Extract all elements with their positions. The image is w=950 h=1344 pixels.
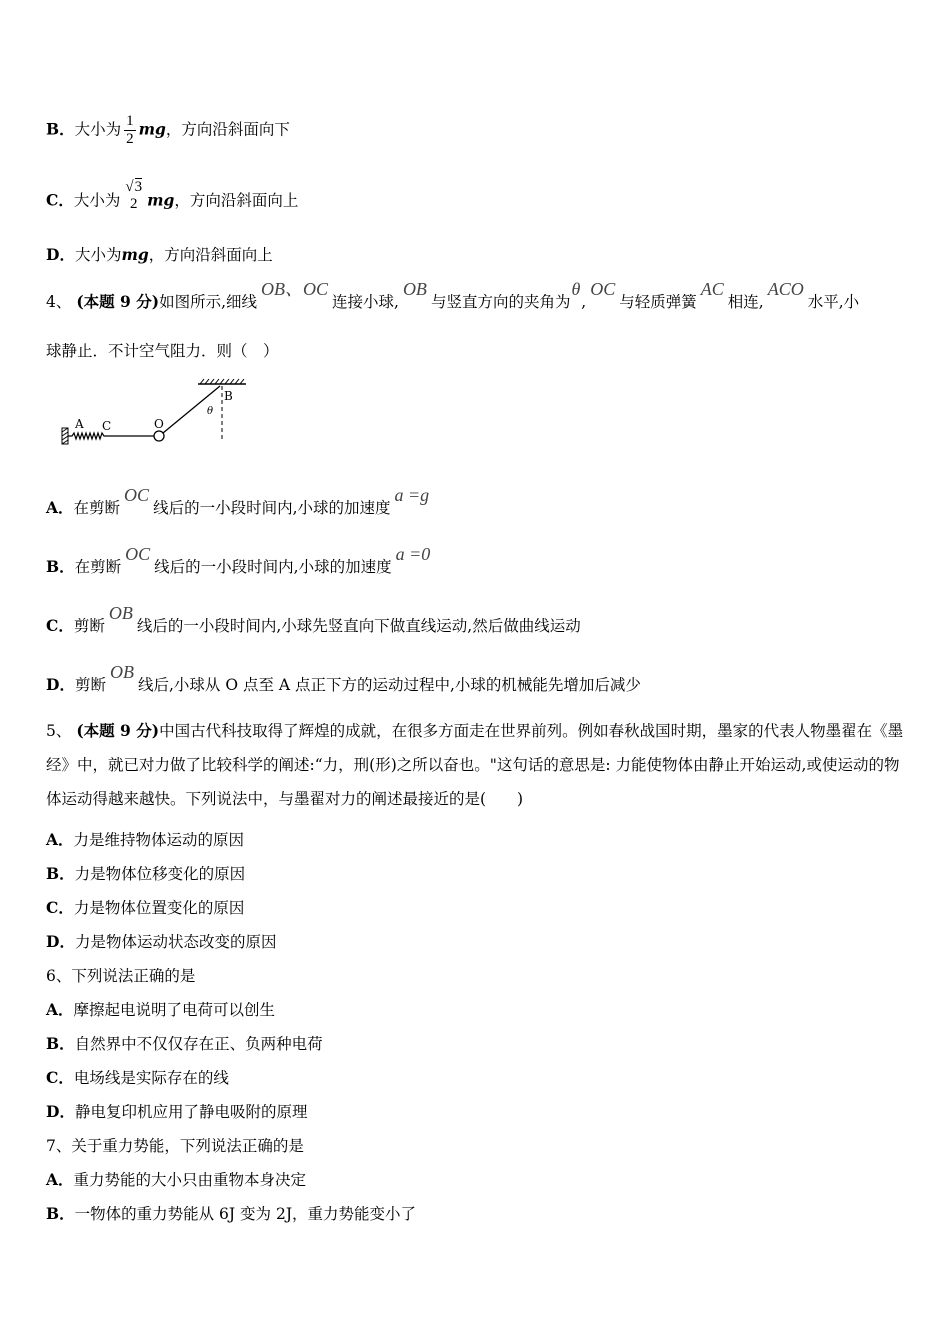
q4-number: 4、 <box>46 293 72 311</box>
q3-option-c[interactable] <box>46 179 910 219</box>
option-text: ，方向沿斜面向下 <box>165 120 290 139</box>
q5-number: 5、 <box>46 722 72 740</box>
option-label: A． <box>46 830 74 849</box>
label-theta: θ <box>207 406 214 417</box>
fraction <box>124 113 136 148</box>
q4-text: 连接小球, <box>332 293 399 311</box>
q7-option-b[interactable] <box>46 1203 910 1225</box>
option-label: A． <box>46 498 74 517</box>
option-label: A． <box>46 1170 74 1189</box>
q6-option-a[interactable] <box>46 999 910 1021</box>
fraction: √3 2 <box>125 179 143 212</box>
q4-option-c[interactable] <box>46 603 910 637</box>
q4-text: 如图所示,细线 <box>159 293 257 311</box>
option-text: 大小为 <box>74 120 122 139</box>
option-label: D． <box>46 245 75 264</box>
q4-stem-line2: 球静止．不计空气阻力．则（ ） <box>46 342 279 360</box>
numerator: 3 <box>134 179 143 195</box>
denominator: 2 <box>126 131 134 147</box>
q6-option-b[interactable] <box>46 1033 910 1055</box>
q3-option-d[interactable] <box>46 244 910 266</box>
option-text: ，方向沿斜面向上 <box>148 246 273 264</box>
option-text: 大小为 <box>73 191 121 210</box>
q5-text: 中国古代科技取得了辉煌的成就，在很多方面走在世界前列。例如春秋战国时期，墨家的代表人物墨翟在《墨经》中，就已对力做了比较科学的阐述:“力，刑(形)之所以奋也。"这句话的意思是: 力能使物体由静止开始运动,或使运动的物体运动得越来越快。下列说法中，与墨翟对力的阐述最接近的是( ) <box>46 722 904 808</box>
option-label: B． <box>46 1204 75 1223</box>
option-text: 一物体的重力势能从 6J 变为 2J，重力势能变小了 <box>74 1205 417 1223</box>
option-text: 电场线是实际存在的线 <box>73 1069 229 1087</box>
q3-option-b[interactable] <box>46 113 910 148</box>
option-label: C． <box>46 190 74 210</box>
q5-option-d[interactable] <box>46 931 910 953</box>
math: OC <box>124 485 150 505</box>
option-text: 线后的一小段时间内,小球先竖直向下做直线运动,然后做曲线运动 <box>136 617 581 635</box>
q5-score: (本题 9 分) <box>76 721 160 740</box>
q4-text: 水平,小 <box>807 293 860 311</box>
option-text: 线后,小球从 O 点至 A 点正下方的运动过程中,小球的机械能先增加后减少 <box>137 676 641 694</box>
ball <box>154 431 164 441</box>
q6-stem: 6、下列说法正确的是 <box>46 967 196 985</box>
option-text: 力是物体位置变化的原因 <box>73 899 245 917</box>
math: OB <box>402 279 427 299</box>
option-label: C． <box>46 616 74 635</box>
option-text: 重力势能的大小只由重物本身决定 <box>73 1171 307 1189</box>
option-label: B． <box>46 1034 75 1053</box>
option-text: 在剪断 <box>74 558 122 576</box>
q4-figure <box>60 378 260 453</box>
math: θ <box>571 279 581 299</box>
option-text: 线后的一小段时间内,小球的加速度 <box>153 499 391 517</box>
denominator: 2 <box>129 196 138 212</box>
option-label: A． <box>46 1000 74 1019</box>
q6-option-d[interactable] <box>46 1101 910 1123</box>
option-text: 剪断 <box>74 676 106 694</box>
math: OC <box>590 279 616 299</box>
option-text: 摩擦起电说明了电荷可以创生 <box>73 1001 276 1019</box>
math: OB、OC <box>261 279 328 299</box>
q7-stem: 7、关于重力势能，下列说法正确的是 <box>46 1137 304 1155</box>
option-text: ，方向沿斜面向上 <box>174 191 299 210</box>
option-label: D． <box>46 675 75 694</box>
option-label: B． <box>46 864 75 883</box>
option-text: 力是物体运动状态改变的原因 <box>74 933 277 951</box>
mg: mg <box>147 190 175 210</box>
spring <box>68 433 108 439</box>
math: OB <box>108 603 133 623</box>
q6-option-c[interactable] <box>46 1067 910 1089</box>
option-text: 自然界中不仅仅存在正、负两种电荷 <box>74 1035 323 1053</box>
option-text: 线后的一小段时间内,小球的加速度 <box>154 558 392 576</box>
q4-option-a[interactable] <box>46 485 910 519</box>
math: OC <box>125 544 151 564</box>
q7-option-a[interactable] <box>46 1169 910 1191</box>
mg: mg <box>121 245 149 264</box>
q5-option-b[interactable] <box>46 863 910 885</box>
q5-option-c[interactable] <box>46 897 910 919</box>
option-label: B． <box>46 119 75 139</box>
q5-option-a[interactable] <box>46 829 910 851</box>
math: a =0 <box>395 544 431 564</box>
q4-stem-line1 <box>46 279 910 313</box>
option-label: D． <box>46 1102 75 1121</box>
option-text: 大小为 <box>74 246 122 264</box>
option-text: 力是维持物体运动的原因 <box>73 831 245 849</box>
label-b: B <box>224 389 233 403</box>
q4-text: 与轻质弹簧 <box>619 293 697 311</box>
math: a =g <box>394 485 430 505</box>
option-label: C． <box>46 1068 74 1087</box>
q4-text: 与竖直方向的夹角为 <box>430 293 571 311</box>
option-text: 剪断 <box>73 617 105 635</box>
mg: mg <box>138 119 166 139</box>
label-c: C <box>102 419 112 433</box>
math: OB <box>109 662 134 682</box>
label-o: O <box>154 417 164 431</box>
q5-stem <box>46 714 912 816</box>
option-text: 在剪断 <box>73 499 121 517</box>
option-text: 力是物体位移变化的原因 <box>74 865 246 883</box>
q4-text: 相连, <box>727 293 764 311</box>
option-label: C． <box>46 898 74 917</box>
label-a: A <box>75 417 84 431</box>
option-label: B． <box>46 557 75 576</box>
option-text: 静电复印机应用了静电吸附的原理 <box>74 1103 308 1121</box>
option-label: D． <box>46 932 75 951</box>
q4-score: (本题 9 分) <box>76 292 160 311</box>
q4-text: , <box>581 293 587 311</box>
q4-option-d[interactable] <box>46 662 910 696</box>
numerator: 1 <box>126 113 134 129</box>
q4-option-b[interactable] <box>46 544 910 578</box>
math: AC <box>700 279 724 299</box>
math: ACO <box>767 279 804 299</box>
